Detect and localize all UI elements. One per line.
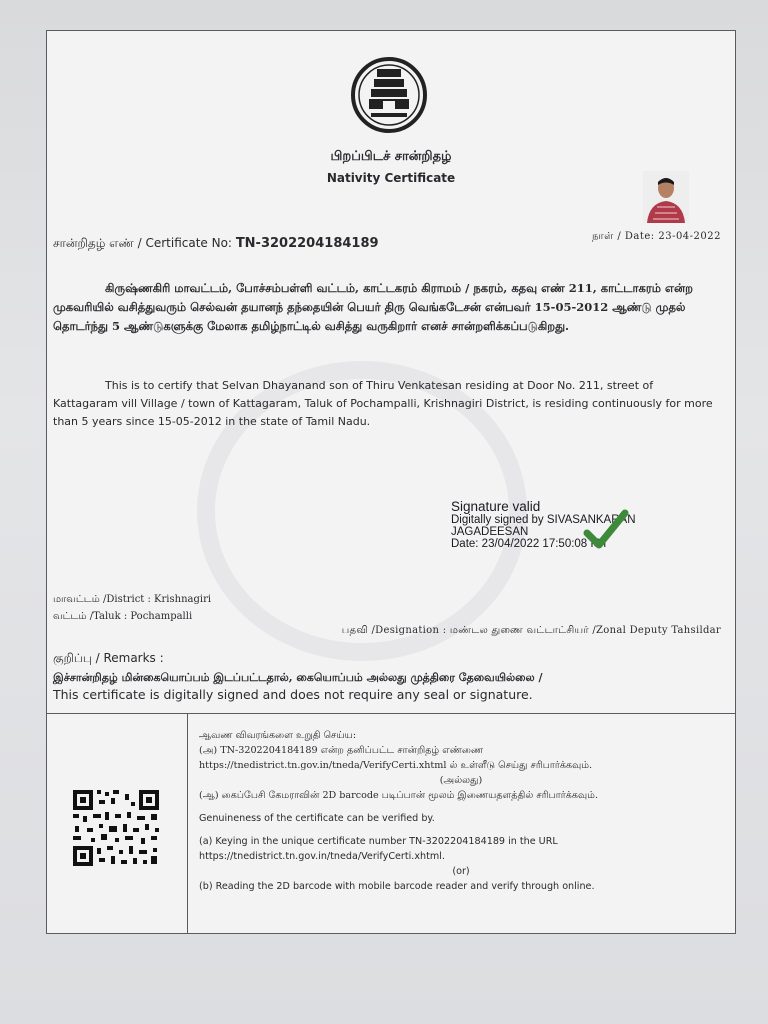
verify-option-b-tamil: (ஆ) கைப்பேசி கேமராவின் 2D barcode படிப்பான் மூலம் இணையதளத்தில் சரிபார்க்கவும். (199, 790, 599, 801)
signature-signed-by: Digitally signed by SIVASANKARAN (451, 514, 636, 526)
remarks-english: This certificate is digitally signed and does not require any seal or signature. (53, 687, 533, 702)
title-tamil: பிறப்பிடச் சான்றிதழ் (330, 149, 452, 164)
signature-signed-by-2: JAGADEESAN (451, 526, 529, 538)
applicant-photo (643, 171, 689, 223)
remarks-label: குறிப்பு / Remarks : (53, 651, 164, 665)
verify-option-a-tamil: (அ) TN-3202204184189 என்ற தனிப்பட்ட சான்றிதழ் எண்ணை https://tnedistrict.tn.gov.in/tneda/VerifyCerti.xhtml ல் உள்ளீடு செய்து சரிபார்க்கவும். (199, 745, 593, 771)
verification-box (47, 713, 735, 934)
verify-or-english: (or) (452, 866, 470, 877)
verify-or-tamil: (அல்லது) (439, 775, 483, 786)
signature-date: Date: 23/04/2022 17:50:08 IST (451, 538, 609, 550)
title-english: Nativity Certificate (326, 171, 456, 185)
certificate-number-label: சான்றிதழ் எண் / Certificate No: (53, 236, 232, 250)
certificate-date: நாள் / Date: 23-04-2022 (591, 231, 721, 242)
verify-option-b-english: (b) Reading the 2D barcode with mobile barcode reader and verify through online. (199, 881, 595, 892)
certificate-number-value: TN-3202204184189 (235, 236, 379, 251)
tamil-nadu-emblem-icon (347, 55, 431, 135)
certificate-number (53, 236, 379, 252)
remarks-tamil: இச்சான்றிதழ் மின்கையொப்பம் இடப்பட்டதால், கையொப்பம் அல்லது முத்திரை தேவையில்லை / (53, 671, 543, 684)
district-line: மாவட்டம் /District : Krishnagiri (53, 594, 212, 605)
body-english-text: This is to certify that Selvan Dhayanand son of Thiru Venkatesan residing at Door No. 211, street of Kattagaram vill Village / town of Kattagaram, Taluk of Pochampalli, Krishnagiri District, is residing continuously for more than 5 years since 15-05-2012 in the state of Tamil Nadu. (53, 379, 713, 428)
taluk-line: வட்டம் /Taluk : Pochampalli (53, 611, 193, 622)
verification-instructions (199, 728, 723, 894)
verify-option-a-english: (a) Keying in the unique certificate number TN-3202204184189 in the URL https://tnedistrict.tn.gov.in/tneda/VerifyCerti.xhtml. (199, 836, 558, 862)
designation-line: பதவி /Designation : மண்டல துணை வட்டாட்சியர் /Zonal Deputy Tahsildar (341, 625, 721, 636)
certificate-sheet (46, 30, 736, 934)
district-block (53, 591, 211, 625)
verify-heading-tamil: ஆவண விவரங்களை உறுதி செய்ய: (199, 730, 357, 741)
verify-heading-english: Genuineness of the certificate can be verified by. (199, 813, 435, 824)
signature-status: Signature valid (451, 499, 541, 514)
qr-code-icon[interactable] (71, 788, 161, 868)
verification-divider (187, 714, 188, 934)
body-english (53, 377, 721, 431)
body-tamil: கிருஷ்ணகிரி மாவட்டம், போச்சம்பள்ளி வட்டம், காட்டகரம் கிராமம் / நகரம், கதவு எண் 211, காட்டாகரம் என்ற முகவரியில் வசித்துவரும் செல்வன் தயானந் தந்தையின் பெயர் திரு வெங்கடேசன் என்பவர் 15-05-2012 ஆண்டு முதல் தொடர்ந்து 5 ஆண்டுகளுக்கு மேலாக தமிழ்நாட்டில் வசித்து வருகிறார் எனச் சான்றளிக்கப்படுகிறது. (53, 281, 693, 333)
green-check-icon (583, 507, 629, 553)
